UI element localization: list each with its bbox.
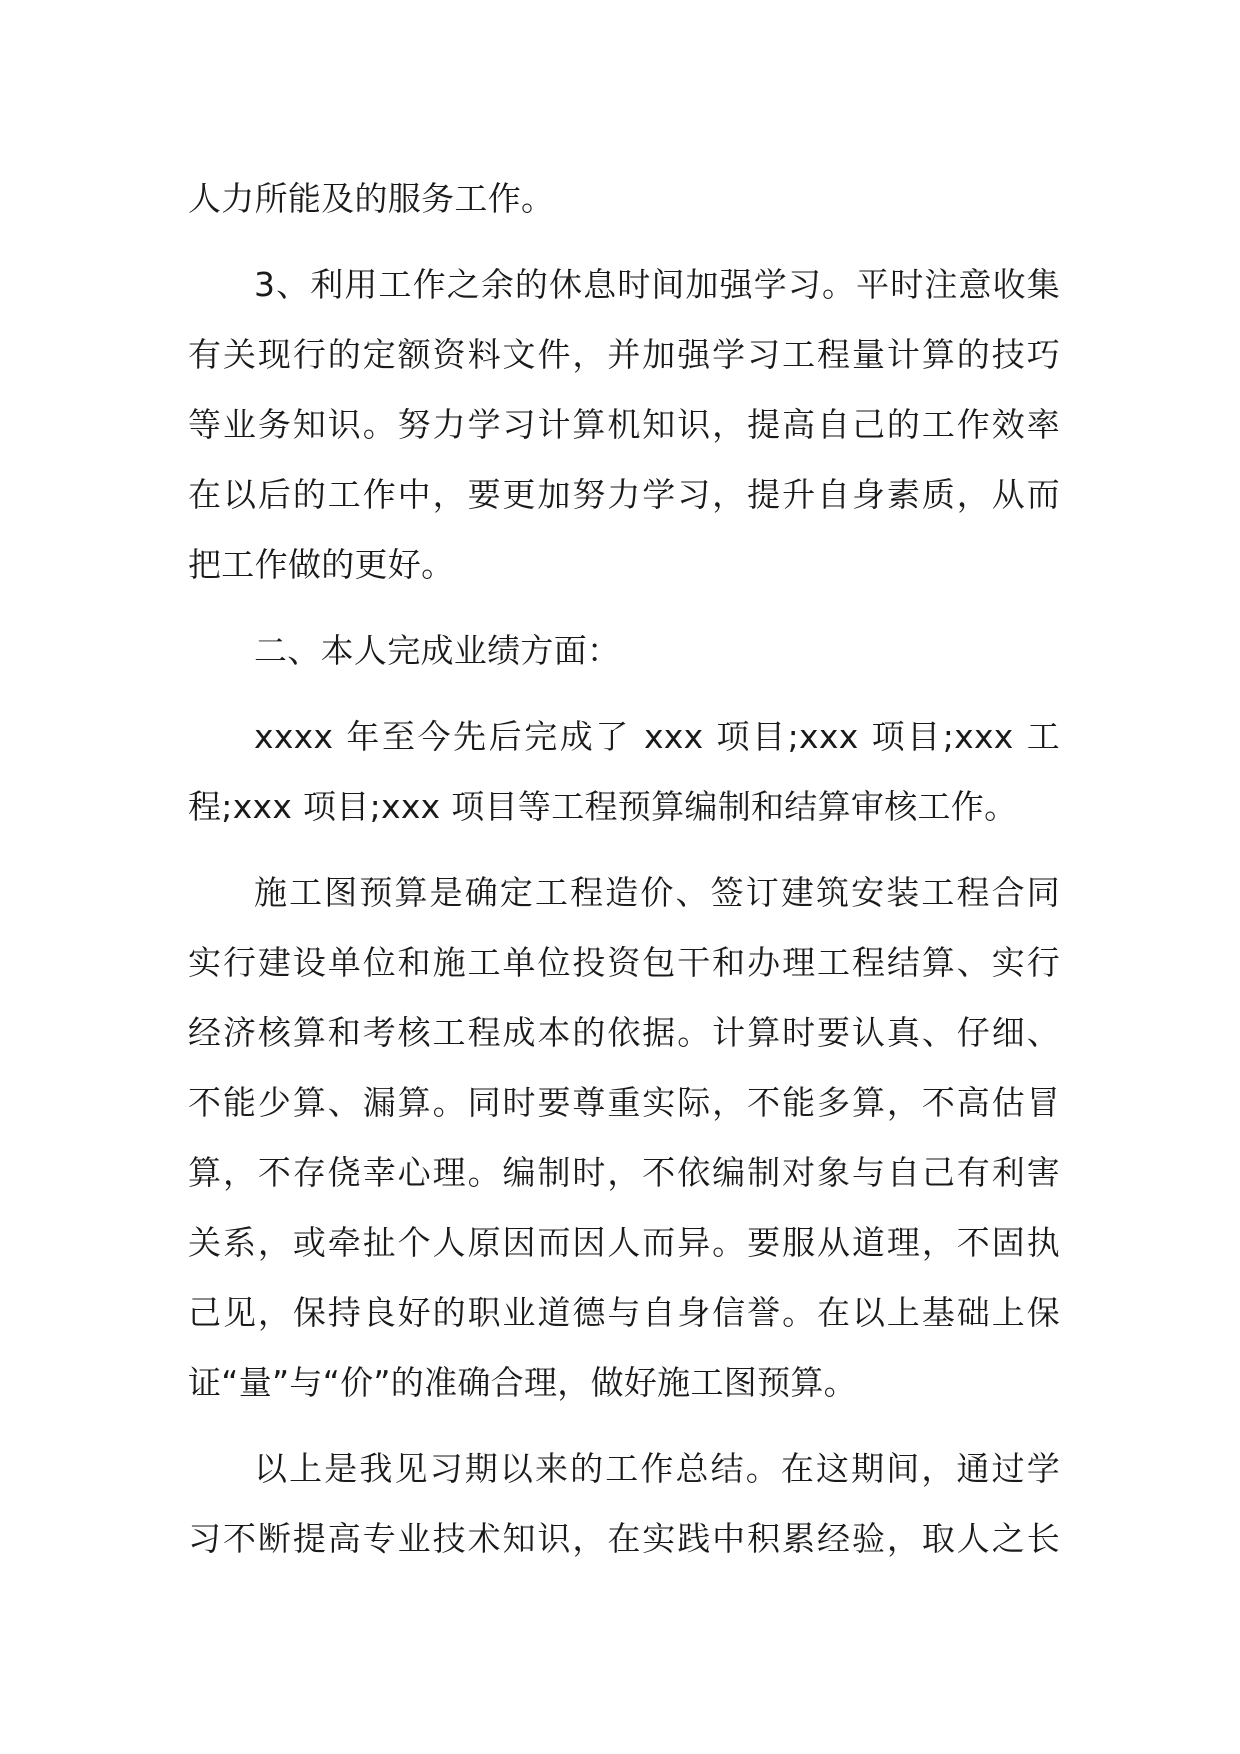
text-line: 施工图预算是确定工程造价、签订建筑安装工程合同 xyxy=(254,873,1060,912)
text-line: 己见，保持良好的职业道德与自身信誉。在以上基础上保 xyxy=(188,1293,1060,1332)
text-line: 把工作做的更好。 xyxy=(188,545,455,584)
text-line: 经济核算和考核工程成本的依据。计算时要认真、仔细、 xyxy=(188,1013,1060,1052)
paragraph-summary xyxy=(188,1434,1060,1574)
text-line: 算，不存侥幸心理。编制时，不依编制对象与自己有利害 xyxy=(188,1153,1060,1192)
text-line: 3、利用工作之余的休息时间加强学习。平时注意收集 xyxy=(254,265,1060,304)
text-line: 人力所能及的服务工作。 xyxy=(188,179,555,218)
text-line: 以上是我见习期以来的工作总结。在这期间，通过学 xyxy=(254,1449,1060,1488)
heading-text: 二、本人完成业绩方面： xyxy=(254,631,621,670)
text-line: xxxx 年至今先后完成了 xxx 项目;xxx 项目;xxx 工 xyxy=(254,717,1060,756)
text-line: 关系，或牵扯个人原因而因人而异。要服从道理，不固执 xyxy=(188,1223,1060,1262)
section-heading xyxy=(188,616,1060,686)
text-line: 习不断提高专业技术知识，在实践中积累经验，取人之长 xyxy=(188,1519,1060,1558)
paragraph-budget xyxy=(188,858,1060,1418)
text-line: 证“量”与“价”的准确合理，做好施工图预算。 xyxy=(188,1363,857,1402)
text-line: 程;xxx 项目;xxx 项目等工程预算编制和结算审核工作。 xyxy=(188,787,1018,826)
paragraph-projects xyxy=(188,702,1060,842)
paragraph-study xyxy=(188,250,1060,600)
text-line: 实行建设单位和施工单位投资包干和办理工程结算、实行 xyxy=(188,943,1060,982)
text-line: 等业务知识。努力学习计算机知识，提高自己的工作效率 xyxy=(188,405,1060,444)
text-line: 在以后的工作中，要更加努力学习，提升自身素质，从而 xyxy=(188,475,1060,514)
text-line: 不能少算、漏算。同时要尊重实际，不能多算，不高估冒 xyxy=(188,1083,1060,1122)
text-line: 有关现行的定额资料文件，并加强学习工程量计算的技巧 xyxy=(188,335,1060,374)
document-body xyxy=(188,164,1060,1590)
paragraph-continuation xyxy=(188,164,1060,234)
